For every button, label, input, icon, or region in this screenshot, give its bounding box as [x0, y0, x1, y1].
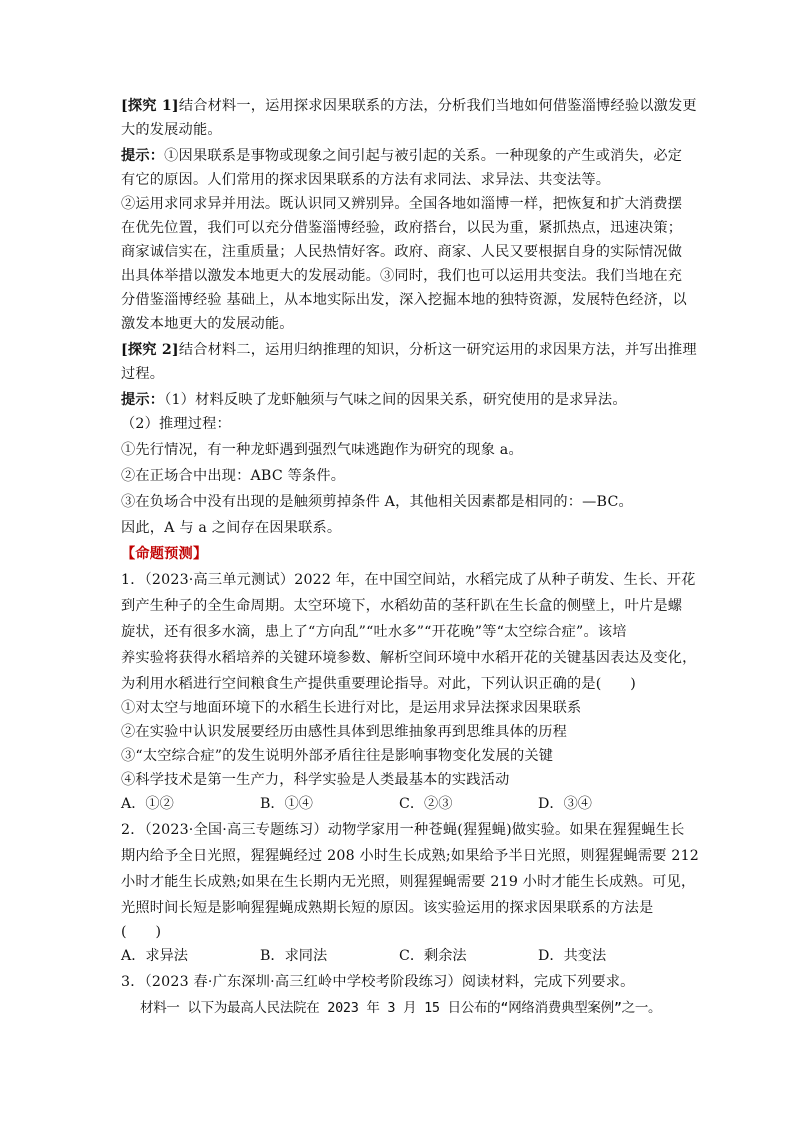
q2-option-c[interactable]: C．剩余法: [399, 948, 467, 964]
q2-line5: ( ): [121, 924, 162, 940]
explore2-hint-line2: （2）推理过程：: [121, 416, 231, 432]
q3-source: 3．（2023 春·广东深圳·高三红岭中学校考阶段练习）: [121, 974, 462, 990]
explore1-hint-line8: 激发本地更大的发展动能。: [121, 316, 294, 332]
explore2-question-text: 结合材料二，运用归纳推理的知识，分析这一研究运用的求因果方法，并写出推理: [178, 342, 697, 358]
explore1-question-line2: 大的发展动能。: [121, 122, 222, 138]
explore2-hint-line6: 因此，A 与 a 之间存在因果联系。: [121, 520, 342, 536]
q2-option-a[interactable]: A．求异法: [121, 948, 188, 964]
explore2-hint-line1: [121, 390, 681, 410]
section-title: 【命题预测】: [121, 546, 208, 562]
q1-option-c[interactable]: C．②③: [399, 796, 453, 812]
explore1-question-text: 结合材料一，运用探求因果联系的方法，分析我们当地如何借鉴淄博经验以激发更: [178, 98, 697, 114]
q2-line1: [121, 820, 685, 840]
q2-line3: 小时才能生长成熟;如果在生长期内无光照，则猩猩蝇需要 219 小时才能生长成熟。可见，: [121, 874, 696, 890]
explore1-hint-line2: 有它的原因。人们常用的探求因果联系的方法有求同法、求异法、共变法等。: [121, 172, 611, 188]
explore2-question-line2: 过程。: [121, 366, 165, 382]
q2-text1: 动物学家用一种苍蝇(猩猩蝇)做实验。如果在猩猩蝇生长: [327, 822, 685, 838]
explore2-hint-label: 提示：: [121, 392, 165, 408]
q1-source: 1．（2023·高三单元测试）: [121, 572, 295, 588]
explore1-hint-line3: ②运用求同求异并用法。既认识同又辨别异。全国各地如淄博一样，把恢复和扩大消费摆: [121, 196, 683, 212]
q1-line4: 养实验将获得水稻培养的关键环境参数、解析空间环境中水稻开花的关键基因表达及变化，: [121, 650, 697, 666]
q1-statement4: ④科学技术是第一生产力，科学实验是人类最基本的实践活动: [121, 772, 510, 788]
q2-option-d[interactable]: D．共变法: [538, 948, 607, 964]
explore1-tag: [探究 1]: [121, 98, 179, 114]
q3-line1: [121, 972, 681, 992]
explore1-hint-text1: ①因果联系是事物或现象之间引起与被引起的关系。一种现象的产生或消失，必定: [164, 148, 683, 164]
q3-text1: 阅读材料，完成下列要求。: [461, 974, 635, 990]
explore2-question-line1: [121, 340, 697, 360]
q1-line3: 旋状，还有很多水滴，患上了“方向乱”“吐水多”“开花晚”等“太空综合症”。该培: [121, 624, 627, 640]
explore1-hint-line4: 在优先位置，我们可以充分借鉴淄博经验，政府搭台，以民为重，紧抓热点，迅速决策；: [121, 220, 683, 236]
explore1-hint-line7: 分借鉴淄博经验 基础上，从本地实际出发，深入挖掘本地的独特资源，发展特色经济，以: [121, 292, 687, 308]
q1-line5: 为利用水稻进行空间粮食生产提供重要理论指导。对此，下列认识正确的是( ): [121, 676, 637, 692]
q2-line2: 期内给予全日光照，猩猩蝇经过 208 小时生长成熟;如果给予半日光照，则猩猩蝇需要 212: [121, 848, 700, 864]
explore2-hint-line3: ①先行情况，有一种龙虾遇到强烈气味逃跑作为研究的现象 a。: [121, 442, 523, 458]
q1-option-a[interactable]: A．①②: [121, 796, 174, 812]
q1-line2: 到产生种子的全生命周期。太空环境下，水稻幼苗的茎秆趴在生长盒的侧壁上，叶片是螺: [121, 598, 683, 614]
q1-statement2: ②在实验中认识发展要经历由感性具体到思维抽象再到思维具体的历程: [121, 724, 568, 740]
explore2-hint-text1: （1）材料反映了龙虾触须与气味之间的因果关系，研究使用的是求异法。: [164, 392, 627, 408]
q1-option-d[interactable]: D．③④: [538, 796, 592, 812]
q1-line1: [121, 570, 696, 590]
explore1-hint-line6: 出具体举措以激发本地更大的发展动能。③同时，我们也可以运用共变法。我们当地在充: [121, 268, 683, 284]
q1-option-b[interactable]: B．①④: [260, 796, 313, 812]
explore1-hint-line5: 商家诚信实在，注重质量；人民热情好客。政府、商家、人民又要根据自身的实际情况做: [121, 244, 683, 260]
q2-option-b[interactable]: B．求同法: [260, 948, 328, 964]
explore1-hint-line1: [121, 146, 681, 166]
q3-material1: 材料一 以下为最高人民法院在 2023 年 3 月 15 日公布的“网络消费典型案例”之一。: [140, 1000, 662, 1016]
explore2-tag: [探究 2]: [121, 342, 179, 358]
explore2-hint-line5: ③在负场合中没有出现的是触须剪掉条件 A，其他相关因素都是相同的：—BC。: [121, 494, 633, 510]
q1-text1: 2022 年，在中国空间站，水稻完成了从种子萌发、生长、开花: [294, 572, 696, 588]
explore2-hint-line4: ②在正场合中出现：ABC 等条件。: [121, 468, 346, 484]
explore1-hint-label: 提示：: [121, 148, 165, 164]
q1-statement1: ①对太空与地面环境下的水稻生长进行对比，是运用求异法探求因果联系: [121, 700, 582, 716]
q2-line4: 光照时间长短是影响猩猩蝇成熟期长短的原因。该实验运用的探求因果联系的方法是: [121, 900, 654, 916]
q1-statement3: ③“太空综合症”的发生说明外部矛盾往往是影响事物变化发展的关键: [121, 748, 554, 764]
explore1-question-line1: [121, 96, 697, 116]
q2-source: 2．（2023·全国·高三专题练习）: [121, 822, 328, 838]
